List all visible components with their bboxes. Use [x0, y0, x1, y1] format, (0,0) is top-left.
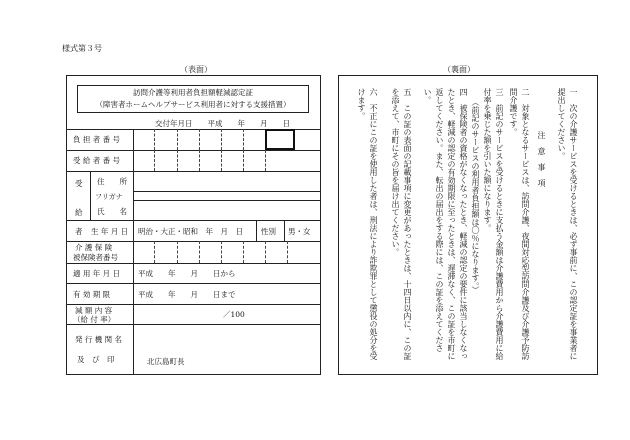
note-item-5: 五 この証の表面の記載事項に変更があったときは、十四日以内に、この証を添えて、市町にその旨を届け出てください。 [391, 88, 412, 360]
back-side-label: （裏面） [443, 65, 475, 74]
note-item-3-sub: （前記のサービスの利用者負担額は〇％になります。） [471, 98, 480, 294]
reduction-label-1: 減 額 内 容 [75, 306, 113, 315]
note-item-4: 四 被保険者の資格がなくなったとき、軽減の認定の要件に該当しなくなったとき、軽減の認定の有効期限に至ったときは、遅滞なく、この証を市町に返してください。また、転出の届出をする際には、この証を添えてください。 [423, 88, 468, 360]
title-line-1: 訪問介護等利用者負担額軽減認定証 [133, 88, 253, 97]
address-label: 住 所 [97, 177, 127, 186]
valid-period-value: 平成 年 月 日まで [138, 290, 236, 299]
recipient-side-label-1: 受 [75, 179, 83, 188]
apply-date-value: 平成 年 月 日から [138, 269, 236, 278]
burden-number-label: 負 担 者 番 号 [73, 135, 121, 144]
note-item-3: 三 前記のサービスを受けるときに支払う金額は介護費用から介護費用に給付率を乗じた額を引いた額になります。 [483, 88, 504, 360]
apply-date-label: 適 用 年 月 日 [73, 269, 121, 278]
recipient-side-label-2: 給 [75, 208, 83, 217]
furigana-label: フリガナ [95, 193, 123, 201]
name-label: 氏 名 [97, 207, 127, 216]
insured-number-label-1: 介 護 保 険 [75, 243, 113, 252]
valid-period-label: 有 効 期 限 [73, 290, 111, 299]
issuer-label-1: 発 行 機 関 名 [75, 335, 123, 344]
birthdate-label: 生 年 月 日 [91, 227, 129, 236]
note-item-6: 六 不正にこの証を使用した者は、刑法により詐欺罪として懲役の処分を受けます。 [357, 88, 378, 360]
front-side-label: （表面） [180, 65, 212, 74]
recipient-side-label-3: 者 [75, 227, 83, 236]
recipient-number-label: 受 給 者 番 号 [73, 156, 121, 165]
reduction-value: ／100 [223, 310, 245, 319]
birthdate-value: 明治・大正・昭和 年 月 日 [138, 227, 243, 236]
issuer-value: 北広島町長 [147, 357, 185, 366]
reduction-label-2: （給 付 率） [73, 315, 116, 324]
gender-label: 性別 [261, 227, 276, 236]
form-number: 様式第３号 [62, 44, 102, 53]
notes-heading: 注 意 事 項 [537, 131, 546, 187]
insured-number-label-2: 被保険者番号 [73, 253, 118, 262]
title-line-2: （障害者ホームヘルプサービス利用者に対する支援措置） [95, 100, 291, 109]
note-item-1: 一 次の介護サービスを受けるときは、必ず事前に、この認定証を事業者に提出してください。 [557, 88, 578, 360]
issue-date: 交付年月日 平成 年 月 日 [155, 119, 290, 128]
gender-value: 男・女 [288, 227, 311, 236]
certificate-back [338, 75, 598, 375]
certificate-front [66, 75, 321, 375]
issuer-label-2: 及 び 印 [77, 355, 115, 364]
note-item-2: 二 対象となるサービスは、訪問介護、夜間対応型訪問介護及び介護予防訪問介護です。 [509, 88, 530, 360]
certificate-title [77, 85, 309, 113]
